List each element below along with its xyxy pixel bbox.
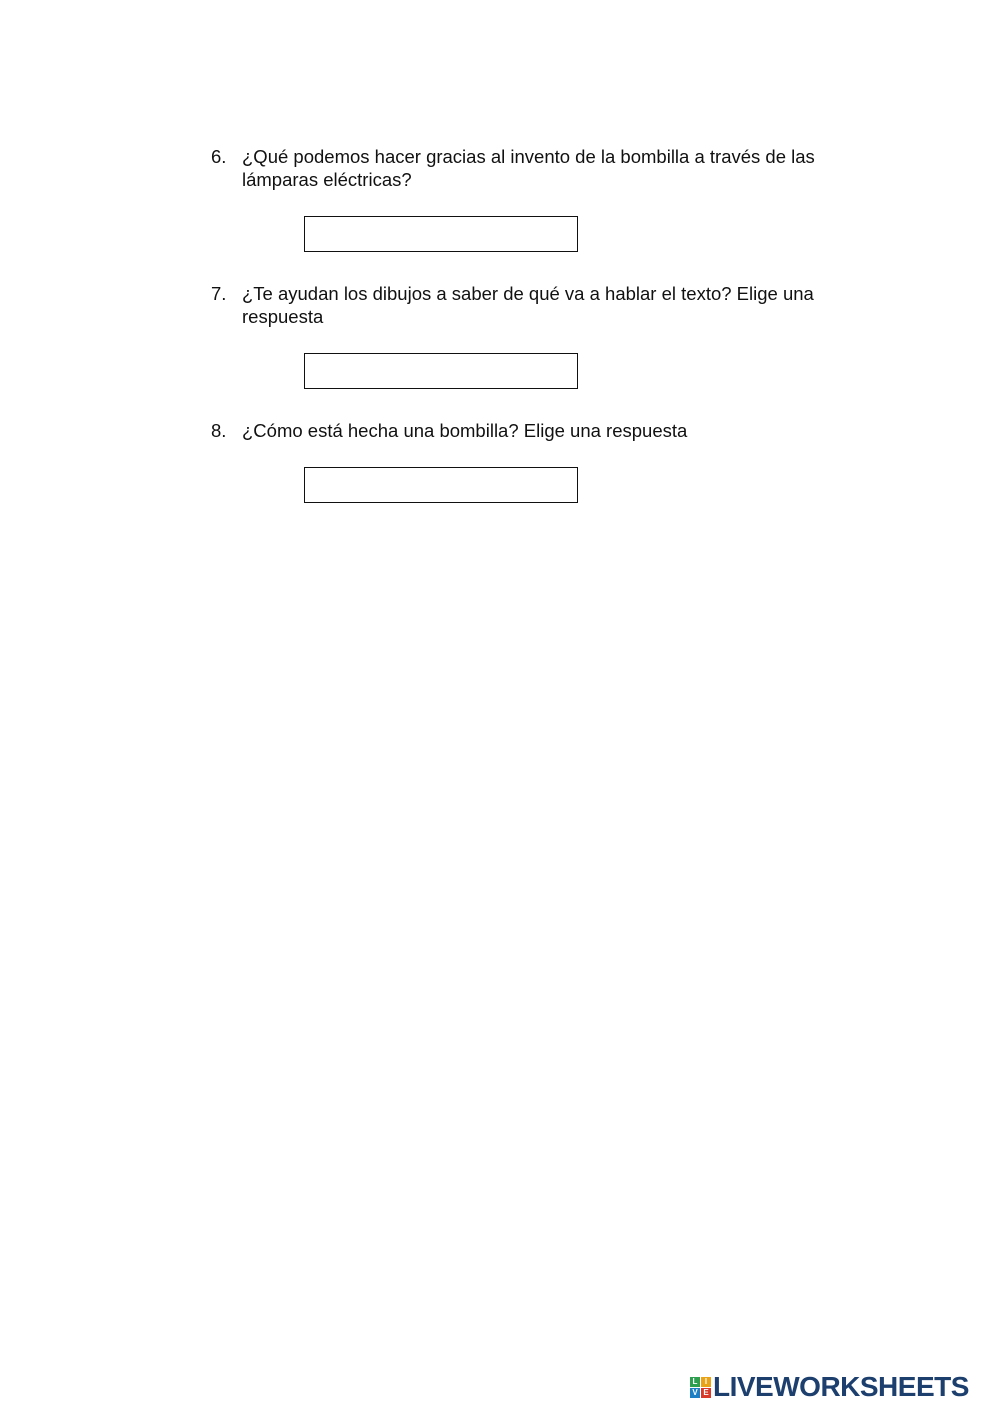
logo-mark-letter: L	[690, 1377, 700, 1387]
liveworksheets-logo-icon	[690, 1377, 711, 1398]
question-8	[211, 419, 891, 442]
question-6	[211, 145, 891, 191]
answer-input-6[interactable]	[304, 216, 578, 252]
logo-mark-letter: E	[701, 1388, 711, 1398]
answer-input-8[interactable]	[304, 467, 578, 503]
question-7	[211, 282, 891, 328]
question-text: ¿Cómo está hecha una bombilla? Elige una respuesta	[242, 420, 688, 441]
question-number: 6.	[211, 146, 227, 167]
answer-input-7[interactable]	[304, 353, 578, 389]
liveworksheets-logo	[690, 1373, 969, 1401]
logo-mark-letter: V	[690, 1388, 700, 1398]
question-number: 8.	[211, 420, 227, 441]
question-text: ¿Te ayudan los dibujos a saber de qué va a hablar el texto? Elige una respuesta	[242, 283, 814, 327]
logo-text: LIVEWORKSHEETS	[713, 1371, 969, 1402]
question-number: 7.	[211, 283, 227, 304]
logo-mark-letter: I	[701, 1377, 711, 1387]
question-text: ¿Qué podemos hacer gracias al invento de la bombilla a través de las lámparas eléctricas?	[242, 146, 815, 190]
